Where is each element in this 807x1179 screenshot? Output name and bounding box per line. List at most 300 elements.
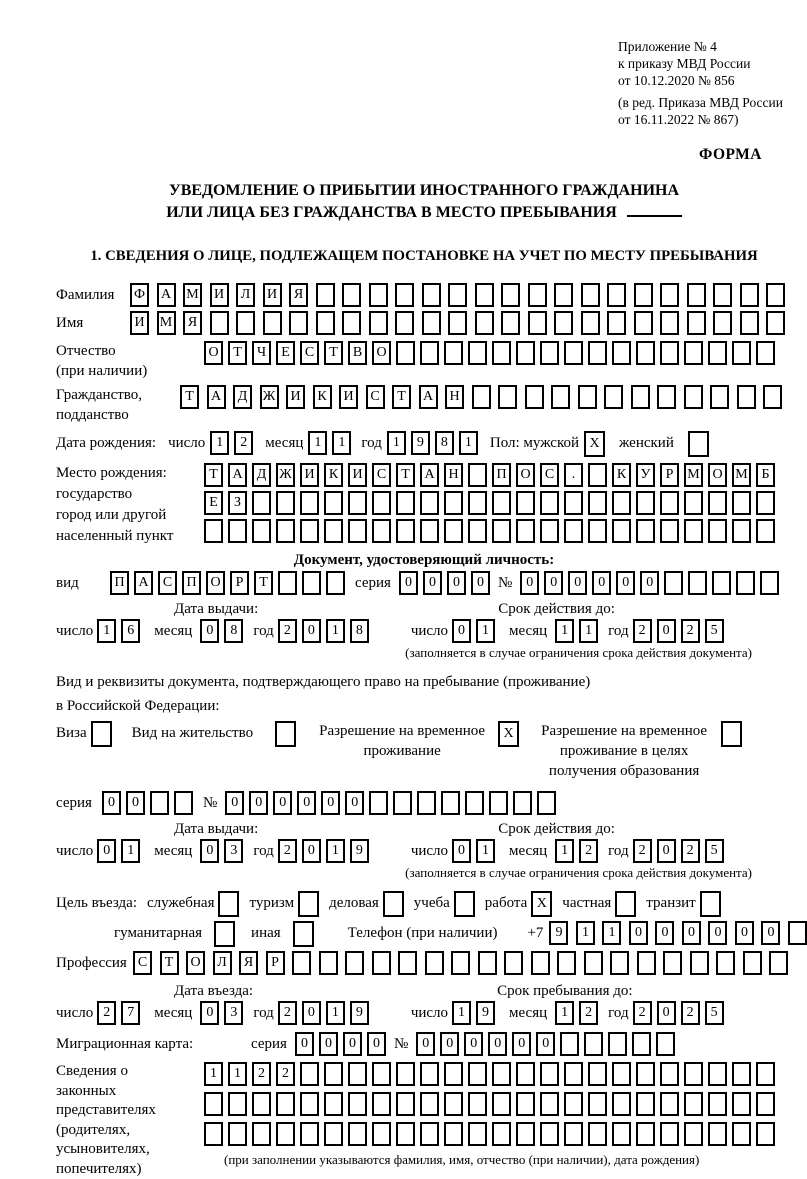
char-box[interactable] xyxy=(252,1122,271,1146)
char-box[interactable] xyxy=(300,1092,319,1116)
char-box[interactable] xyxy=(204,1092,223,1116)
char-box[interactable] xyxy=(372,951,391,975)
char-box[interactable]: А xyxy=(134,571,153,595)
char-box[interactable]: 0 xyxy=(512,1032,531,1056)
char-box[interactable] xyxy=(612,1062,631,1086)
char-box[interactable]: К xyxy=(612,463,631,487)
char-box[interactable] xyxy=(700,891,721,917)
char-box[interactable] xyxy=(657,385,676,409)
char-box[interactable] xyxy=(492,1092,511,1116)
char-box[interactable] xyxy=(489,791,508,815)
char-box[interactable] xyxy=(660,283,679,307)
char-box[interactable] xyxy=(660,1092,679,1116)
char-box[interactable]: 3 xyxy=(224,839,243,863)
char-box[interactable] xyxy=(612,1122,631,1146)
char-box[interactable]: Я xyxy=(239,951,258,975)
char-box[interactable] xyxy=(756,519,775,543)
char-box[interactable]: О xyxy=(516,463,535,487)
char-box[interactable] xyxy=(584,1032,603,1056)
char-box[interactable]: 0 xyxy=(536,1032,555,1056)
char-box[interactable] xyxy=(663,951,682,975)
char-box[interactable] xyxy=(422,283,441,307)
char-box[interactable] xyxy=(348,1122,367,1146)
char-box[interactable]: И xyxy=(263,283,282,307)
char-box[interactable] xyxy=(498,385,517,409)
char-box[interactable] xyxy=(588,341,607,365)
char-box[interactable] xyxy=(713,283,732,307)
char-box[interactable]: 0 xyxy=(629,921,648,945)
char-box[interactable] xyxy=(369,311,388,335)
char-box[interactable] xyxy=(608,1032,627,1056)
char-box[interactable] xyxy=(300,1122,319,1146)
char-box[interactable] xyxy=(324,491,343,515)
char-box[interactable] xyxy=(468,463,487,487)
char-box[interactable] xyxy=(631,385,650,409)
char-box[interactable] xyxy=(278,571,297,595)
char-box[interactable] xyxy=(634,283,653,307)
char-box[interactable] xyxy=(554,283,573,307)
char-box[interactable] xyxy=(228,519,247,543)
char-box[interactable] xyxy=(420,341,439,365)
char-box[interactable] xyxy=(712,571,731,595)
char-box[interactable] xyxy=(369,283,388,307)
char-box[interactable] xyxy=(684,1122,703,1146)
char-box[interactable]: 0 xyxy=(319,1032,338,1056)
char-box[interactable] xyxy=(660,491,679,515)
char-box[interactable] xyxy=(760,571,779,595)
char-box[interactable] xyxy=(396,341,415,365)
char-box[interactable] xyxy=(300,1062,319,1086)
char-box[interactable]: 0 xyxy=(126,791,145,815)
char-box[interactable]: 0 xyxy=(520,571,539,595)
char-box[interactable]: 0 xyxy=(657,619,676,643)
char-box[interactable]: 0 xyxy=(423,571,442,595)
char-box[interactable] xyxy=(420,519,439,543)
char-box[interactable]: Я xyxy=(289,283,308,307)
char-box[interactable]: 0 xyxy=(295,1032,314,1056)
char-box[interactable] xyxy=(528,283,547,307)
char-box[interactable]: 0 xyxy=(200,619,219,643)
char-box[interactable]: И xyxy=(339,385,358,409)
char-box[interactable] xyxy=(564,1122,583,1146)
char-box[interactable]: 2 xyxy=(252,1062,271,1086)
char-box[interactable]: 5 xyxy=(705,839,724,863)
char-box[interactable]: Л xyxy=(213,951,232,975)
char-box[interactable] xyxy=(737,385,756,409)
char-box[interactable] xyxy=(612,519,631,543)
char-box[interactable]: 2 xyxy=(278,619,297,643)
char-box[interactable]: Т xyxy=(160,951,179,975)
char-box[interactable] xyxy=(554,311,573,335)
char-box[interactable] xyxy=(604,385,623,409)
char-box[interactable]: 0 xyxy=(302,619,321,643)
char-box[interactable]: 2 xyxy=(633,839,652,863)
char-box[interactable] xyxy=(448,311,467,335)
char-box[interactable]: Т xyxy=(396,463,415,487)
char-box[interactable] xyxy=(721,721,742,747)
char-box[interactable] xyxy=(302,571,321,595)
char-box[interactable]: 0 xyxy=(200,1001,219,1025)
char-box[interactable] xyxy=(420,491,439,515)
char-box[interactable]: 1 xyxy=(332,431,351,455)
char-box[interactable] xyxy=(684,1062,703,1086)
char-box[interactable]: Т xyxy=(254,571,273,595)
char-box[interactable]: И xyxy=(130,311,149,335)
char-box[interactable] xyxy=(664,571,683,595)
char-box[interactable] xyxy=(607,311,626,335)
char-box[interactable]: 0 xyxy=(249,791,268,815)
char-box[interactable]: О xyxy=(206,571,225,595)
char-box[interactable]: 0 xyxy=(416,1032,435,1056)
char-box[interactable] xyxy=(324,1092,343,1116)
char-box[interactable]: В xyxy=(348,341,367,365)
char-box[interactable]: М xyxy=(157,311,176,335)
char-box[interactable] xyxy=(612,491,631,515)
char-box[interactable]: О xyxy=(708,463,727,487)
char-box[interactable]: X xyxy=(531,891,552,917)
char-box[interactable]: 0 xyxy=(640,571,659,595)
char-box[interactable] xyxy=(684,385,703,409)
char-box[interactable] xyxy=(316,311,335,335)
char-box[interactable]: С xyxy=(158,571,177,595)
char-box[interactable] xyxy=(513,791,532,815)
char-box[interactable]: 1 xyxy=(476,619,495,643)
char-box[interactable]: 1 xyxy=(326,1001,345,1025)
char-box[interactable] xyxy=(756,341,775,365)
char-box[interactable]: 1 xyxy=(555,1001,574,1025)
char-box[interactable] xyxy=(372,491,391,515)
char-box[interactable] xyxy=(465,791,484,815)
char-box[interactable]: Е xyxy=(204,491,223,515)
char-box[interactable] xyxy=(636,1122,655,1146)
char-box[interactable] xyxy=(468,1092,487,1116)
char-box[interactable]: 9 xyxy=(350,1001,369,1025)
char-box[interactable] xyxy=(372,519,391,543)
char-box[interactable] xyxy=(612,341,631,365)
char-box[interactable]: 1 xyxy=(308,431,327,455)
char-box[interactable]: 2 xyxy=(681,1001,700,1025)
char-box[interactable] xyxy=(475,311,494,335)
char-box[interactable]: 1 xyxy=(459,431,478,455)
char-box[interactable] xyxy=(564,1092,583,1116)
char-box[interactable] xyxy=(688,431,709,457)
char-box[interactable] xyxy=(581,311,600,335)
char-box[interactable]: Т xyxy=(204,463,223,487)
char-box[interactable]: Ч xyxy=(252,341,271,365)
char-box[interactable] xyxy=(504,951,523,975)
char-box[interactable] xyxy=(660,519,679,543)
char-box[interactable] xyxy=(420,1062,439,1086)
char-box[interactable]: А xyxy=(157,283,176,307)
char-box[interactable]: А xyxy=(228,463,247,487)
char-box[interactable]: А xyxy=(420,463,439,487)
char-box[interactable] xyxy=(708,491,727,515)
char-box[interactable] xyxy=(578,385,597,409)
char-box[interactable] xyxy=(324,1062,343,1086)
char-box[interactable] xyxy=(501,283,520,307)
char-box[interactable]: 1 xyxy=(452,1001,471,1025)
char-box[interactable] xyxy=(417,791,436,815)
char-box[interactable] xyxy=(150,791,169,815)
char-box[interactable] xyxy=(468,491,487,515)
char-box[interactable] xyxy=(345,951,364,975)
char-box[interactable] xyxy=(540,1062,559,1086)
char-box[interactable] xyxy=(564,341,583,365)
char-box[interactable]: 2 xyxy=(579,1001,598,1025)
char-box[interactable]: Ж xyxy=(260,385,279,409)
char-box[interactable]: 0 xyxy=(97,839,116,863)
char-box[interactable]: Д xyxy=(252,463,271,487)
char-box[interactable]: 2 xyxy=(276,1062,295,1086)
char-box[interactable]: 1 xyxy=(204,1062,223,1086)
char-box[interactable] xyxy=(660,341,679,365)
char-box[interactable] xyxy=(478,951,497,975)
char-box[interactable] xyxy=(525,385,544,409)
char-box[interactable] xyxy=(396,491,415,515)
char-box[interactable]: 0 xyxy=(452,619,471,643)
char-box[interactable] xyxy=(540,1122,559,1146)
char-box[interactable]: М xyxy=(732,463,751,487)
char-box[interactable] xyxy=(713,311,732,335)
char-box[interactable]: 0 xyxy=(447,571,466,595)
char-box[interactable]: П xyxy=(182,571,201,595)
char-box[interactable] xyxy=(319,951,338,975)
char-box[interactable]: Л xyxy=(236,283,255,307)
char-box[interactable] xyxy=(398,951,417,975)
char-box[interactable] xyxy=(584,951,603,975)
char-box[interactable]: З xyxy=(228,491,247,515)
char-box[interactable] xyxy=(740,311,759,335)
char-box[interactable]: 0 xyxy=(708,921,727,945)
char-box[interactable] xyxy=(708,1122,727,1146)
char-box[interactable]: 9 xyxy=(350,839,369,863)
char-box[interactable]: 0 xyxy=(345,791,364,815)
char-box[interactable]: 0 xyxy=(297,791,316,815)
char-box[interactable] xyxy=(743,951,762,975)
char-box[interactable] xyxy=(540,1092,559,1116)
char-box[interactable] xyxy=(516,1062,535,1086)
char-box[interactable] xyxy=(612,1092,631,1116)
char-box[interactable]: К xyxy=(313,385,332,409)
char-box[interactable]: 0 xyxy=(102,791,121,815)
char-box[interactable]: 1 xyxy=(555,619,574,643)
char-box[interactable]: 1 xyxy=(576,921,595,945)
char-box[interactable] xyxy=(756,1062,775,1086)
char-box[interactable]: 0 xyxy=(616,571,635,595)
char-box[interactable] xyxy=(425,951,444,975)
char-box[interactable]: Е xyxy=(276,341,295,365)
char-box[interactable]: О xyxy=(204,341,223,365)
char-box[interactable]: 0 xyxy=(544,571,563,595)
char-box[interactable] xyxy=(420,1122,439,1146)
char-box[interactable]: 0 xyxy=(655,921,674,945)
char-box[interactable] xyxy=(292,951,311,975)
char-box[interactable]: 0 xyxy=(200,839,219,863)
char-box[interactable]: 2 xyxy=(579,839,598,863)
char-box[interactable]: А xyxy=(207,385,226,409)
char-box[interactable] xyxy=(275,721,296,747)
char-box[interactable]: А xyxy=(419,385,438,409)
char-box[interactable] xyxy=(660,311,679,335)
char-box[interactable]: 0 xyxy=(657,1001,676,1025)
char-box[interactable]: 0 xyxy=(761,921,780,945)
char-box[interactable]: 1 xyxy=(97,619,116,643)
char-box[interactable]: И xyxy=(286,385,305,409)
char-box[interactable] xyxy=(516,1122,535,1146)
char-box[interactable] xyxy=(756,1122,775,1146)
char-box[interactable] xyxy=(615,891,636,917)
char-box[interactable] xyxy=(684,491,703,515)
char-box[interactable] xyxy=(492,491,511,515)
char-box[interactable]: 2 xyxy=(278,1001,297,1025)
char-box[interactable] xyxy=(660,1122,679,1146)
char-box[interactable] xyxy=(588,1092,607,1116)
char-box[interactable]: С xyxy=(366,385,385,409)
char-box[interactable]: У xyxy=(636,463,655,487)
char-box[interactable] xyxy=(252,519,271,543)
char-box[interactable] xyxy=(708,341,727,365)
char-box[interactable]: 2 xyxy=(681,619,700,643)
char-box[interactable] xyxy=(204,1122,223,1146)
char-box[interactable] xyxy=(448,283,467,307)
char-box[interactable] xyxy=(528,311,547,335)
char-box[interactable]: П xyxy=(110,571,129,595)
char-box[interactable] xyxy=(383,891,404,917)
char-box[interactable] xyxy=(516,519,535,543)
char-box[interactable]: 0 xyxy=(682,921,701,945)
char-box[interactable] xyxy=(732,1122,751,1146)
char-box[interactable] xyxy=(732,1062,751,1086)
char-box[interactable]: 6 xyxy=(121,619,140,643)
char-box[interactable] xyxy=(690,951,709,975)
char-box[interactable]: Н xyxy=(444,463,463,487)
char-box[interactable] xyxy=(444,1122,463,1146)
char-box[interactable]: 8 xyxy=(224,619,243,643)
char-box[interactable] xyxy=(369,791,388,815)
char-box[interactable]: 9 xyxy=(411,431,430,455)
char-box[interactable] xyxy=(348,491,367,515)
char-box[interactable]: 0 xyxy=(440,1032,459,1056)
char-box[interactable] xyxy=(516,491,535,515)
char-box[interactable]: 1 xyxy=(602,921,621,945)
char-box[interactable] xyxy=(687,283,706,307)
char-box[interactable] xyxy=(766,311,785,335)
char-box[interactable]: Д xyxy=(233,385,252,409)
char-box[interactable] xyxy=(736,571,755,595)
char-box[interactable]: 1 xyxy=(210,431,229,455)
char-box[interactable]: И xyxy=(210,283,229,307)
char-box[interactable] xyxy=(634,311,653,335)
char-box[interactable] xyxy=(444,491,463,515)
char-box[interactable] xyxy=(396,1062,415,1086)
char-box[interactable]: 1 xyxy=(228,1062,247,1086)
char-box[interactable]: 0 xyxy=(343,1032,362,1056)
char-box[interactable] xyxy=(740,283,759,307)
char-box[interactable] xyxy=(289,311,308,335)
char-box[interactable] xyxy=(396,519,415,543)
char-box[interactable]: 1 xyxy=(476,839,495,863)
char-box[interactable]: 0 xyxy=(464,1032,483,1056)
char-box[interactable]: 0 xyxy=(452,839,471,863)
char-box[interactable] xyxy=(276,1092,295,1116)
char-box[interactable] xyxy=(588,519,607,543)
char-box[interactable] xyxy=(492,341,511,365)
char-box[interactable] xyxy=(684,341,703,365)
char-box[interactable]: Р xyxy=(230,571,249,595)
char-box[interactable] xyxy=(348,1062,367,1086)
char-box[interactable]: 2 xyxy=(633,619,652,643)
char-box[interactable] xyxy=(372,1092,391,1116)
char-box[interactable] xyxy=(468,1122,487,1146)
char-box[interactable] xyxy=(395,311,414,335)
char-box[interactable] xyxy=(636,491,655,515)
char-box[interactable] xyxy=(218,891,239,917)
char-box[interactable] xyxy=(656,1032,675,1056)
char-box[interactable]: Ж xyxy=(276,463,295,487)
char-box[interactable] xyxy=(228,1092,247,1116)
char-box[interactable]: Ф xyxy=(130,283,149,307)
char-box[interactable]: Р xyxy=(266,951,285,975)
char-box[interactable] xyxy=(252,491,271,515)
char-box[interactable]: 2 xyxy=(97,1001,116,1025)
char-box[interactable] xyxy=(763,385,782,409)
char-box[interactable]: М xyxy=(183,283,202,307)
char-box[interactable] xyxy=(236,311,255,335)
char-box[interactable] xyxy=(316,283,335,307)
char-box[interactable]: 9 xyxy=(476,1001,495,1025)
char-box[interactable]: X xyxy=(498,721,519,747)
char-box[interactable] xyxy=(468,341,487,365)
char-box[interactable] xyxy=(769,951,788,975)
char-box[interactable]: С xyxy=(372,463,391,487)
char-box[interactable]: 0 xyxy=(321,791,340,815)
char-box[interactable]: 0 xyxy=(488,1032,507,1056)
char-box[interactable]: 2 xyxy=(633,1001,652,1025)
char-box[interactable] xyxy=(732,1092,751,1116)
char-box[interactable] xyxy=(708,1062,727,1086)
char-box[interactable]: С xyxy=(540,463,559,487)
char-box[interactable] xyxy=(324,1122,343,1146)
char-box[interactable]: Т xyxy=(392,385,411,409)
char-box[interactable] xyxy=(564,519,583,543)
char-box[interactable] xyxy=(298,891,319,917)
char-box[interactable] xyxy=(444,1062,463,1086)
char-box[interactable] xyxy=(610,951,629,975)
char-box[interactable] xyxy=(588,1122,607,1146)
char-box[interactable]: 1 xyxy=(121,839,140,863)
char-box[interactable] xyxy=(636,519,655,543)
char-box[interactable]: К xyxy=(324,463,343,487)
char-box[interactable] xyxy=(396,1122,415,1146)
char-box[interactable] xyxy=(210,311,229,335)
char-box[interactable] xyxy=(422,311,441,335)
char-box[interactable] xyxy=(588,491,607,515)
char-box[interactable]: Т xyxy=(324,341,343,365)
char-box[interactable] xyxy=(708,519,727,543)
char-box[interactable] xyxy=(708,1092,727,1116)
char-box[interactable]: X xyxy=(584,431,605,457)
char-box[interactable] xyxy=(788,921,807,945)
char-box[interactable] xyxy=(393,791,412,815)
char-box[interactable]: 1 xyxy=(326,619,345,643)
char-box[interactable] xyxy=(326,571,345,595)
char-box[interactable] xyxy=(632,1032,651,1056)
char-box[interactable] xyxy=(293,921,314,947)
char-box[interactable]: Т xyxy=(228,341,247,365)
char-box[interactable]: 0 xyxy=(471,571,490,595)
char-box[interactable]: 2 xyxy=(681,839,700,863)
char-box[interactable] xyxy=(468,519,487,543)
